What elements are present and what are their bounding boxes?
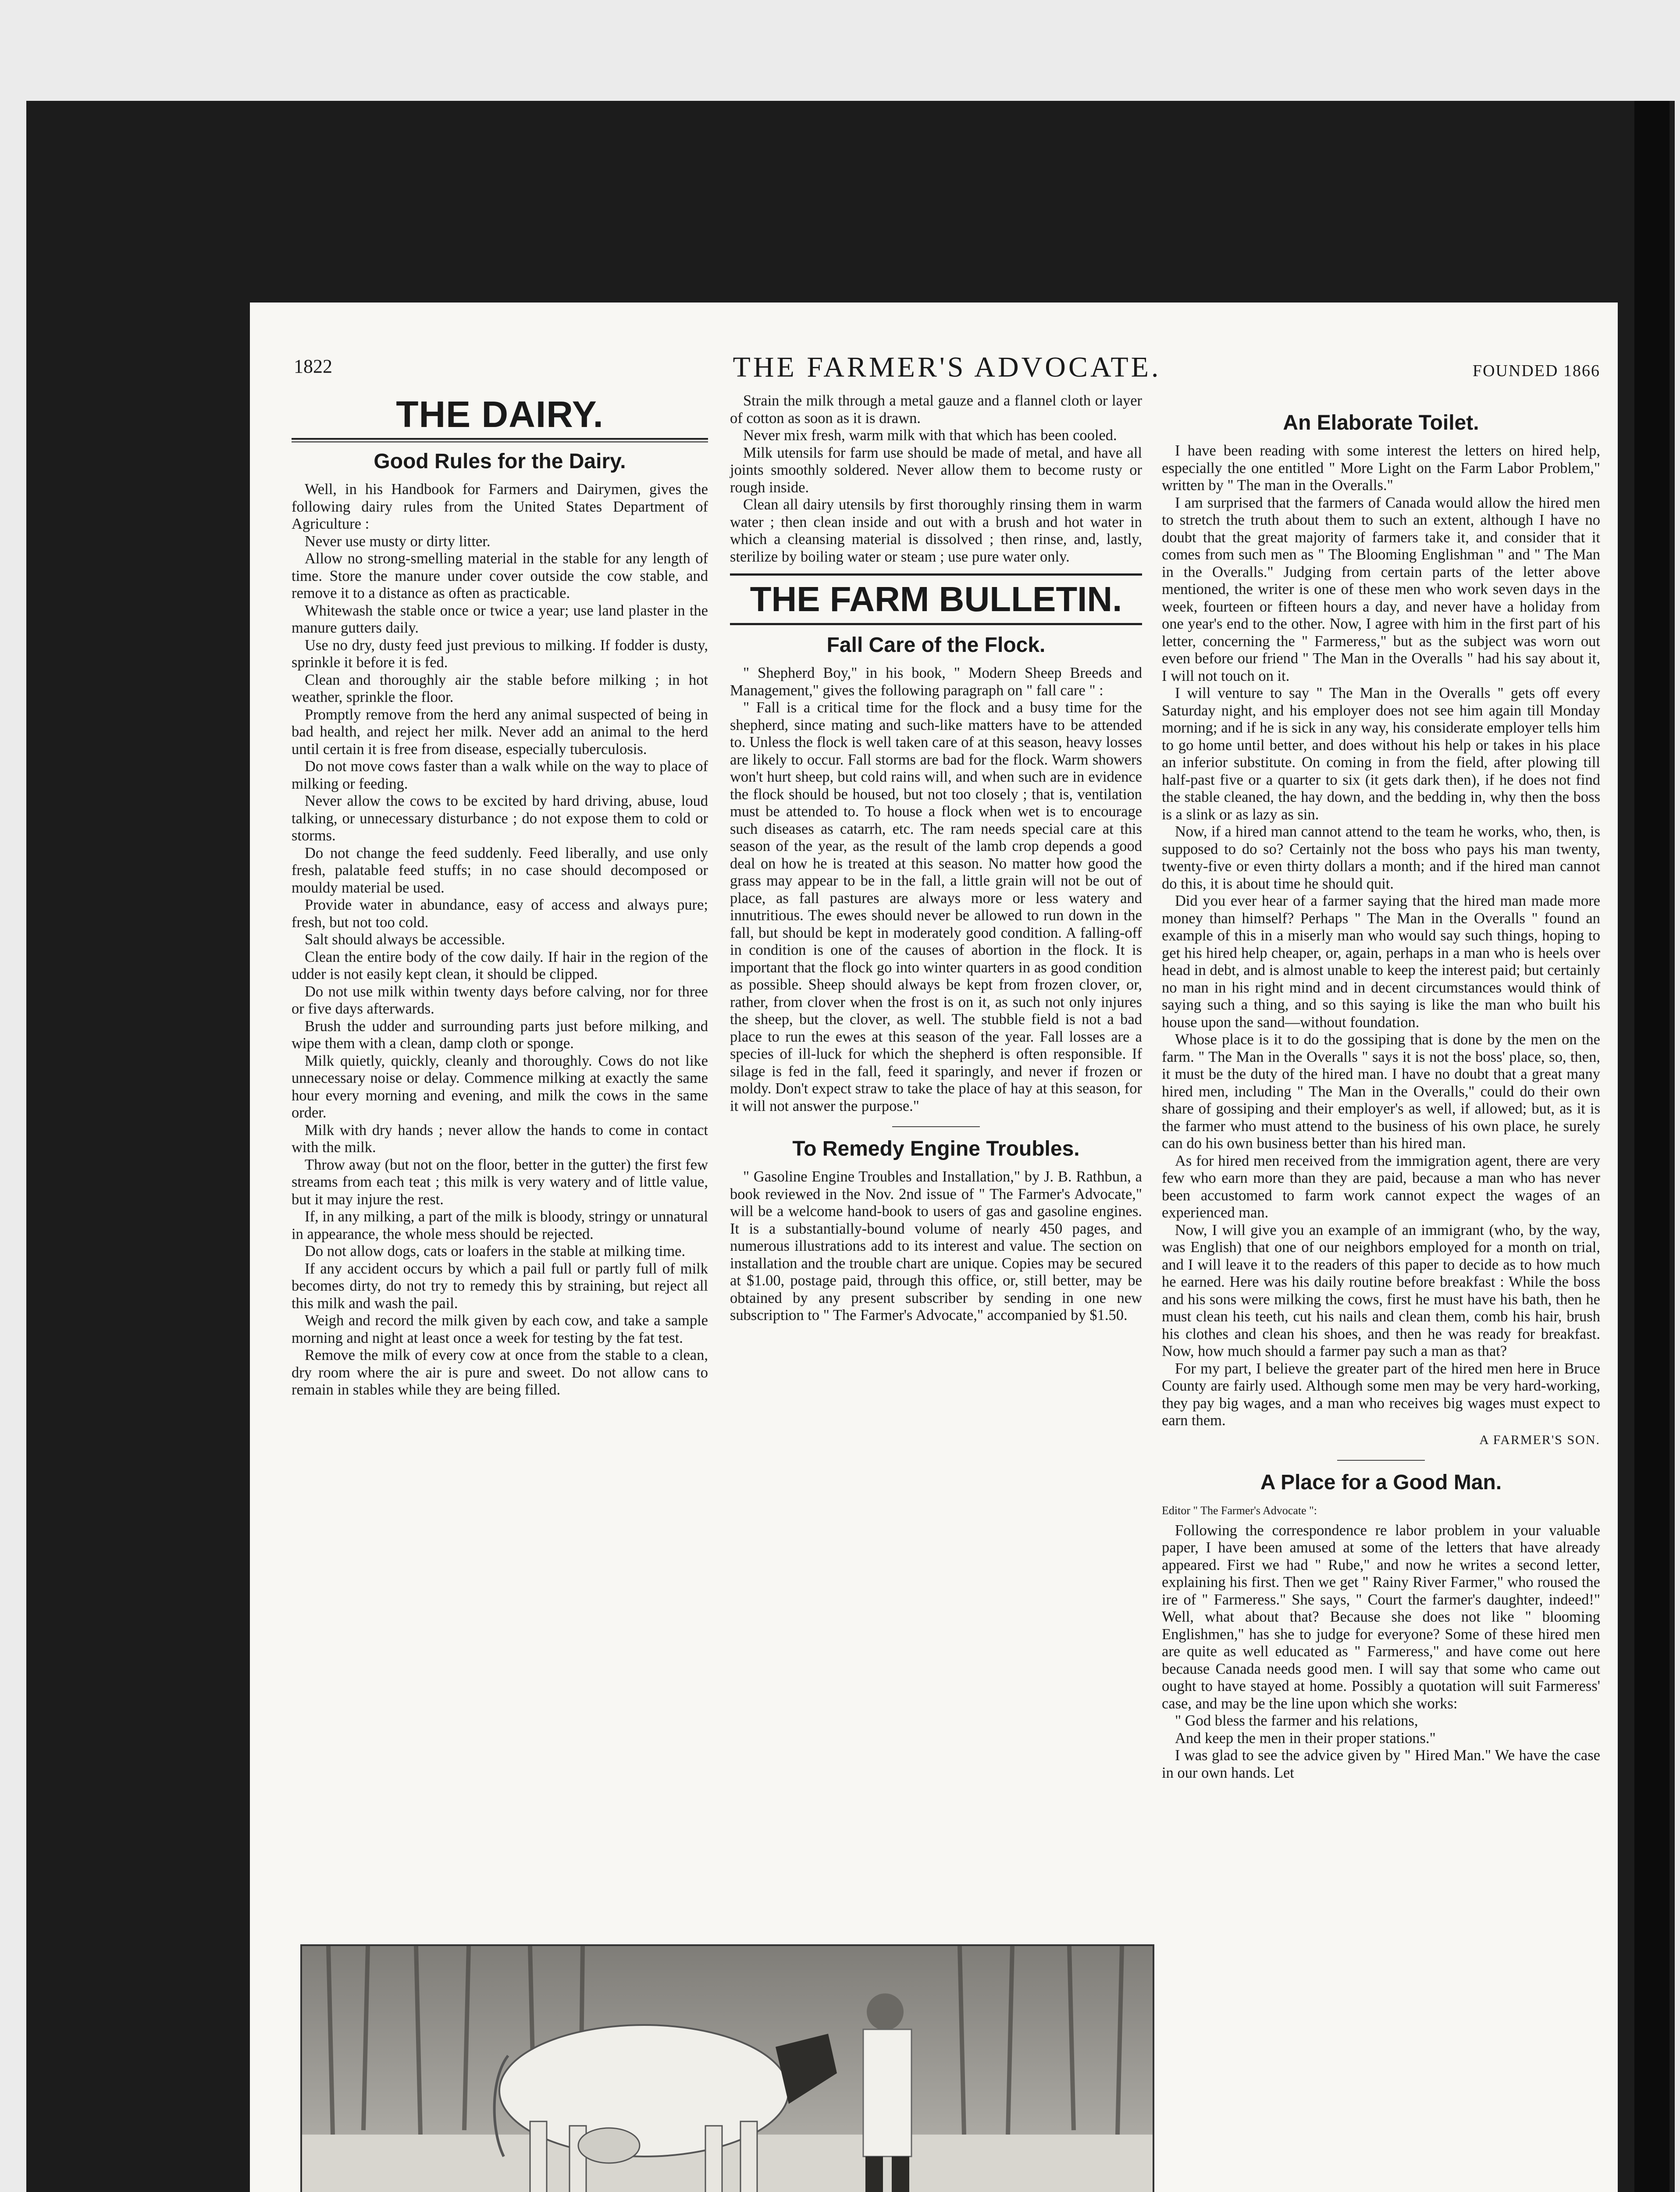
section-divider: [1337, 1460, 1425, 1461]
paragraph: Never mix fresh, warm milk with that which has been cooled.: [743, 427, 1117, 444]
paragraph: Milk quietly, quickly, cleanly and thoroughly. Cows do not like unnecessary noise or delay. Commence milking at exactly the same hour every morning and evening, and milk the cows in the same order.: [292, 1052, 708, 1121]
paragraph: Whitewash the stable once or twice a year; use land plaster in the manure gutters daily.: [292, 602, 708, 636]
good-man-article-body: [1162, 1502, 1600, 1782]
verse-line: And keep the men in their proper stations.": [1175, 1729, 1436, 1747]
paragraph: Do not change the feed suddenly. Feed liberally, and use only fresh, palatable feed stuffs; in no case should decomposed or mouldy material be used.: [292, 844, 708, 896]
paragraph: Did you ever hear of a farmer saying that the hired man made more money than himself? Perhaps " The Man in the Overalls " found an example of this in a miserly man who would say such things, hoping to get his hired help cheaper, or, again, perhaps in a man who is heels over head in debt, and is almost unable to keep the interest paid; but certainly no man in his right mind and in decent circumstances would think of saying such a thing, and so this saying is like the man who built his house upon the sand—without foundation.: [1162, 893, 1600, 1031]
toilet-article-body: [1162, 442, 1600, 1448]
paragraph: If any accident occurs by which a pail full or partly full of milk becomes dirty, do not try to remedy this by straining, but reject all this milk and wash the pail.: [292, 1260, 708, 1312]
page-header: [294, 351, 1600, 386]
paragraph: Weigh and record the milk given by each cow, and take a sample morning and night at least once a week for testing by the fat test.: [292, 1312, 708, 1346]
attribution: Editor " The Farmer's Advocate ":: [1162, 1504, 1317, 1517]
dairy-article-continued: [730, 392, 1142, 566]
section-divider: [892, 1126, 980, 1127]
dairy-department-title: THE DAIRY.: [396, 394, 604, 435]
engine-article-body: [730, 1168, 1142, 1324]
paragraph: Never allow the cows to be excited by hard driving, abuse, loud talking, or unnecessary disturbance ; do not expose them to cold or storms.: [292, 793, 708, 844]
paragraph: Do not allow dogs, cats or loafers in the stable at milking time.: [305, 1243, 686, 1260]
paragraph: Never use musty or dirty litter.: [305, 533, 491, 550]
paragraph: Salt should always be accessible.: [305, 931, 505, 948]
dairy-article-body: [292, 481, 708, 1399]
paragraph: Well, in his Handbook for Farmers and Dairymen, gives the following dairy rules from the United States Department of Agriculture :: [292, 481, 708, 532]
paragraph: Now, if a hired man cannot attend to the team he works, who, then, is supposed to do so? Certainly not the boss who pays his man twenty, twenty-five or even thirty dollars a month; and if the hired man cannot do this, it is about time he should quit.: [1162, 823, 1600, 892]
paragraph: Do not use milk within twenty days before calving, nor for three or five days afterwards.: [292, 983, 708, 1017]
department-rule: [292, 438, 708, 442]
paragraph: Milk with dry hands ; never allow the hands to come in contact with the milk.: [292, 1121, 708, 1156]
masthead: THE FARMER'S ADVOCATE.: [733, 351, 1161, 383]
paragraph: " Fall is a critical time for the flock and a busy time for the shepherd, since mating and such-like matters have to be attended to. Unless the flock is well taken care of at this season, heavy losses are likely to occur. Fall storms are bad for the flock. Warm showers won't hurt sheep, but cold rains will, and when such are in evidence the flock should be housed, but not too closely ; that is, ventilation must be attended to. To house a flock when wet is to encourage such diseases as catarrh, etc. The ram needs special care at this season of the year, as the result of the lamb crop depends a good deal on how he is treated at this season. No matter how good the grass may appear to be in the fall, a little grain will not be out of place, as fall pastures are always more or less watery and innutritious. The ewes should never be allowed to run down in the fall, but should be kept in moderately good condition. A falling-off in condition is one of the causes of abortion in the flock. It is important that the flock go into winter quarters in as good condition as possible. Sheep should always be kept from frozen clover, or, rather, from clover when the frost is on it, as such not only injures the sheep, but the clover, as well. The stubble field is not a bad place to run the ewes at this season of the year. Fall losses are a species of ill-luck for which the shepherd is often responsible. If silage is fed in the fall, feed it sparingly, and never if frozen or moldy. Don't expect straw to take the place of hay at this season, for it will not answer the purpose.": [730, 699, 1142, 1114]
column-right: [1162, 406, 1600, 1782]
paragraph: Throw away (but not on the floor, better in the gutter) the first few streams from each teat ; this milk is very watery and of little value, but it may injure the rest.: [292, 1156, 708, 1208]
paragraph: Milk utensils for farm use should be made of metal, and have all joints smoothly soldered. Never allow them to become rusty or rough inside.: [730, 444, 1142, 496]
paragraph: Strain the milk through a metal gauze and a flannel cloth or layer of cotton as soon as it is drawn.: [730, 392, 1142, 427]
verse-line: " God bless the farmer and his relations,: [1175, 1712, 1418, 1729]
paragraph: " Gasoline Engine Troubles and Installation," by J. B. Rathbun, a book reviewed in the Nov. 2nd issue of " The Farmer's Advocate," will be a welcome hand-book to users of gas and gasoline engines. It is a substantially-bound volume of nearly 450 pages, and numerous illustrations add to its interest and value. The section on installation and the trouble chart are unique. Copies may be secured at $1.00, postage paid, through this office, or, still better, may be obtained by any present subscriber by sending in one new subscription to " The Farmer's Advocate," accompanied by $1.50.: [730, 1168, 1142, 1324]
paragraph: " Shepherd Boy," in his book, " Modern Sheep Breeds and Management," gives the following paragraph on " fall care " :: [730, 665, 1142, 699]
engine-article-title: To Remedy Engine Troubles.: [792, 1137, 1080, 1160]
paragraph: Remove the milk of every cow at once from the stable to a clean, dry room where the air is pure and sweet. Do not allow cans to remain in stables while they are being filled.: [292, 1347, 708, 1398]
paragraph: Now, I will give you an example of an immigrant (who, by the way, was English) that one of our neighbors employed for a month on trial, and I will leave it to the readers of this paper to decide as to how much he earned. Here was his daily routine before breakfast : While the boss and his sons were milking the cows, first he must have his bath, then he must clean his teeth, cut his nails and clean them, comb his hair, brush his clothes and clean his shoes, and then he was ready for breakfast. Now, how much should a farmer pay such a man as that?: [1162, 1221, 1600, 1359]
paragraph: Following the correspondence re labor problem in your valuable paper, I have been amused at some of the letters that have already appeared. First we had " Rube," and now he writes a second letter, explaining his first. Then we get " Rainy River Farmer," who roused the ire of " Farmeress." She says, " Court the farmer's daughter, indeed!" Well, what about that? Because she does not like " blooming Englishmen," has she to judge for everyone? Some of these hired men are quite as well educated as " Farmeress," and have come out here because Canada needs good men. I will say that some who came out ought to have stayed at home. Possibly a quotation will suit Farmeress' case, and may be the line upon which she works:: [1162, 1522, 1600, 1712]
farm-bulletin-title: THE FARM BULLETIN.: [730, 573, 1142, 625]
paragraph: For my part, I believe the greater part of the hired men here in Bruce County are fairly used. Although some men may be very hard-working, they pay big wages, and a man who receives big wages must expect to earn them.: [1162, 1360, 1600, 1429]
newspaper-page: [250, 302, 1618, 2192]
paragraph: Whose place is it to do the gossiping that is done by the men on the farm. " The Man in the Overalls " says it is not the boss' place, so, then, it must be the duty of the hired man. I have no doubt that a great many hired men, including " The Man in the Overalls," could do their own share of gossiping and their employer's as well, if allowed; but, as it is the farmer who must attend to the business of his own place, he surely can do his own business better than his hired man.: [1162, 1031, 1600, 1152]
paragraph: Do not move cows faster than a walk while on the way to place of milking or feeding.: [292, 758, 708, 792]
paragraph: As for hired men received from the immigration agent, there are very few who earn more than they are paid, because a man who has never been accustomed to farm work cannot expect the wages of an experienced man.: [1162, 1152, 1600, 1221]
photo-illustration: [302, 1946, 1153, 2192]
founded-line: FOUNDED 1866: [1472, 362, 1600, 380]
paragraph: Clean and thoroughly air the stable before milking ; in hot weather, sprinkle the floor.: [292, 671, 708, 705]
paragraph: I will venture to say " The Man in the Overalls " gets off every Saturday night, and his employer does not see him again till Monday morning; and if he is sick in any way, his considerate employer tells him to go home until better, and does without his help or takes in his place an inferior substitute. On coming in from the field, after plowing till half-past five or a quarter to six (it gets dark then), if he does not find the stable cleaned, the hay down, and the bedding in, why then the boss is a slink or as lazy as sin.: [1162, 685, 1600, 823]
paragraph: Use no dry, dusty feed just previous to milking. If fodder is dusty, sprinkle it before it is fed.: [292, 637, 708, 671]
flock-article-body: [730, 665, 1142, 1115]
paragraph: If, in any milking, a part of the milk is bloody, stringy or unnatural in appearance, the whole mess should be rejected.: [292, 1208, 708, 1242]
paragraph: Clean all dairy utensils by first thoroughly rinsing them in warm water ; then clean inside and out with a brush and hot water in which a cleansing material is dissolved ; then rinse, and, lastly, sterilize by boiling water or steam ; use pure water only.: [730, 496, 1142, 565]
paragraph: Provide water in abundance, easy of access and always pure; fresh, but not too cold.: [292, 897, 708, 931]
paragraph: Brush the udder and surrounding parts just before milking, and wipe them with a clean, damp cloth or sponge.: [292, 1018, 708, 1052]
toilet-article-title: An Elaborate Toilet.: [1283, 411, 1479, 434]
column-left: [292, 392, 708, 1399]
cow-photograph: [300, 1944, 1154, 2192]
good-man-article-title: A Place for a Good Man.: [1260, 1471, 1502, 1494]
dairy-article-title: Good Rules for the Dairy.: [374, 450, 626, 473]
scan-edge-shadow: [1634, 101, 1669, 2192]
paragraph: Promptly remove from the herd any animal suspected of being in bad health, and reject her milk. Never add an animal to the herd until certain it is free from disease, especially tuberculosis.: [292, 706, 708, 758]
column-middle: [730, 392, 1142, 1324]
paragraph: Clean the entire body of the cow daily. If hair in the region of the udder is not easily kept clean, it should be clipped.: [292, 948, 708, 982]
paragraph: I was glad to see the advice given by " Hired Man." We have the case in our own hands. Let: [1162, 1747, 1600, 1781]
paragraph: I have been reading with some interest the letters on hired help, especially the one entitled " More Light on the Farm Labor Problem," written by " The man in the Overalls.": [1162, 442, 1600, 494]
page-number: 1822: [294, 356, 332, 377]
paragraph: I am surprised that the farmers of Canada would allow the hired men to stretch the truth about them to such an extent, although I have no doubt that the great majority of farmers take it, and consider that it comes from such men as " The Blooming Englishman " and " The Man in the Overalls." Judging from certain parts of the letter above mentioned, the writer is one of these men who work seven days in the week, fourteen or fifteen hours a day, and never have a holiday from one year's end to the other. Now, I agree with him in the first part of his letter, concerning the " Farmeress," but as the subject was worn out even before our friend " The Man in the Overalls " had his say about it, I will not touch on it.: [1162, 494, 1600, 684]
signature: A FARMER'S SON.: [1479, 1432, 1600, 1447]
paragraph: Allow no strong-smelling material in the stable for any length of time. Store the manure under cover outside the cow stable, and remove it to a distance as often as practicable.: [292, 550, 708, 601]
flock-article-title: Fall Care of the Flock.: [826, 633, 1046, 657]
